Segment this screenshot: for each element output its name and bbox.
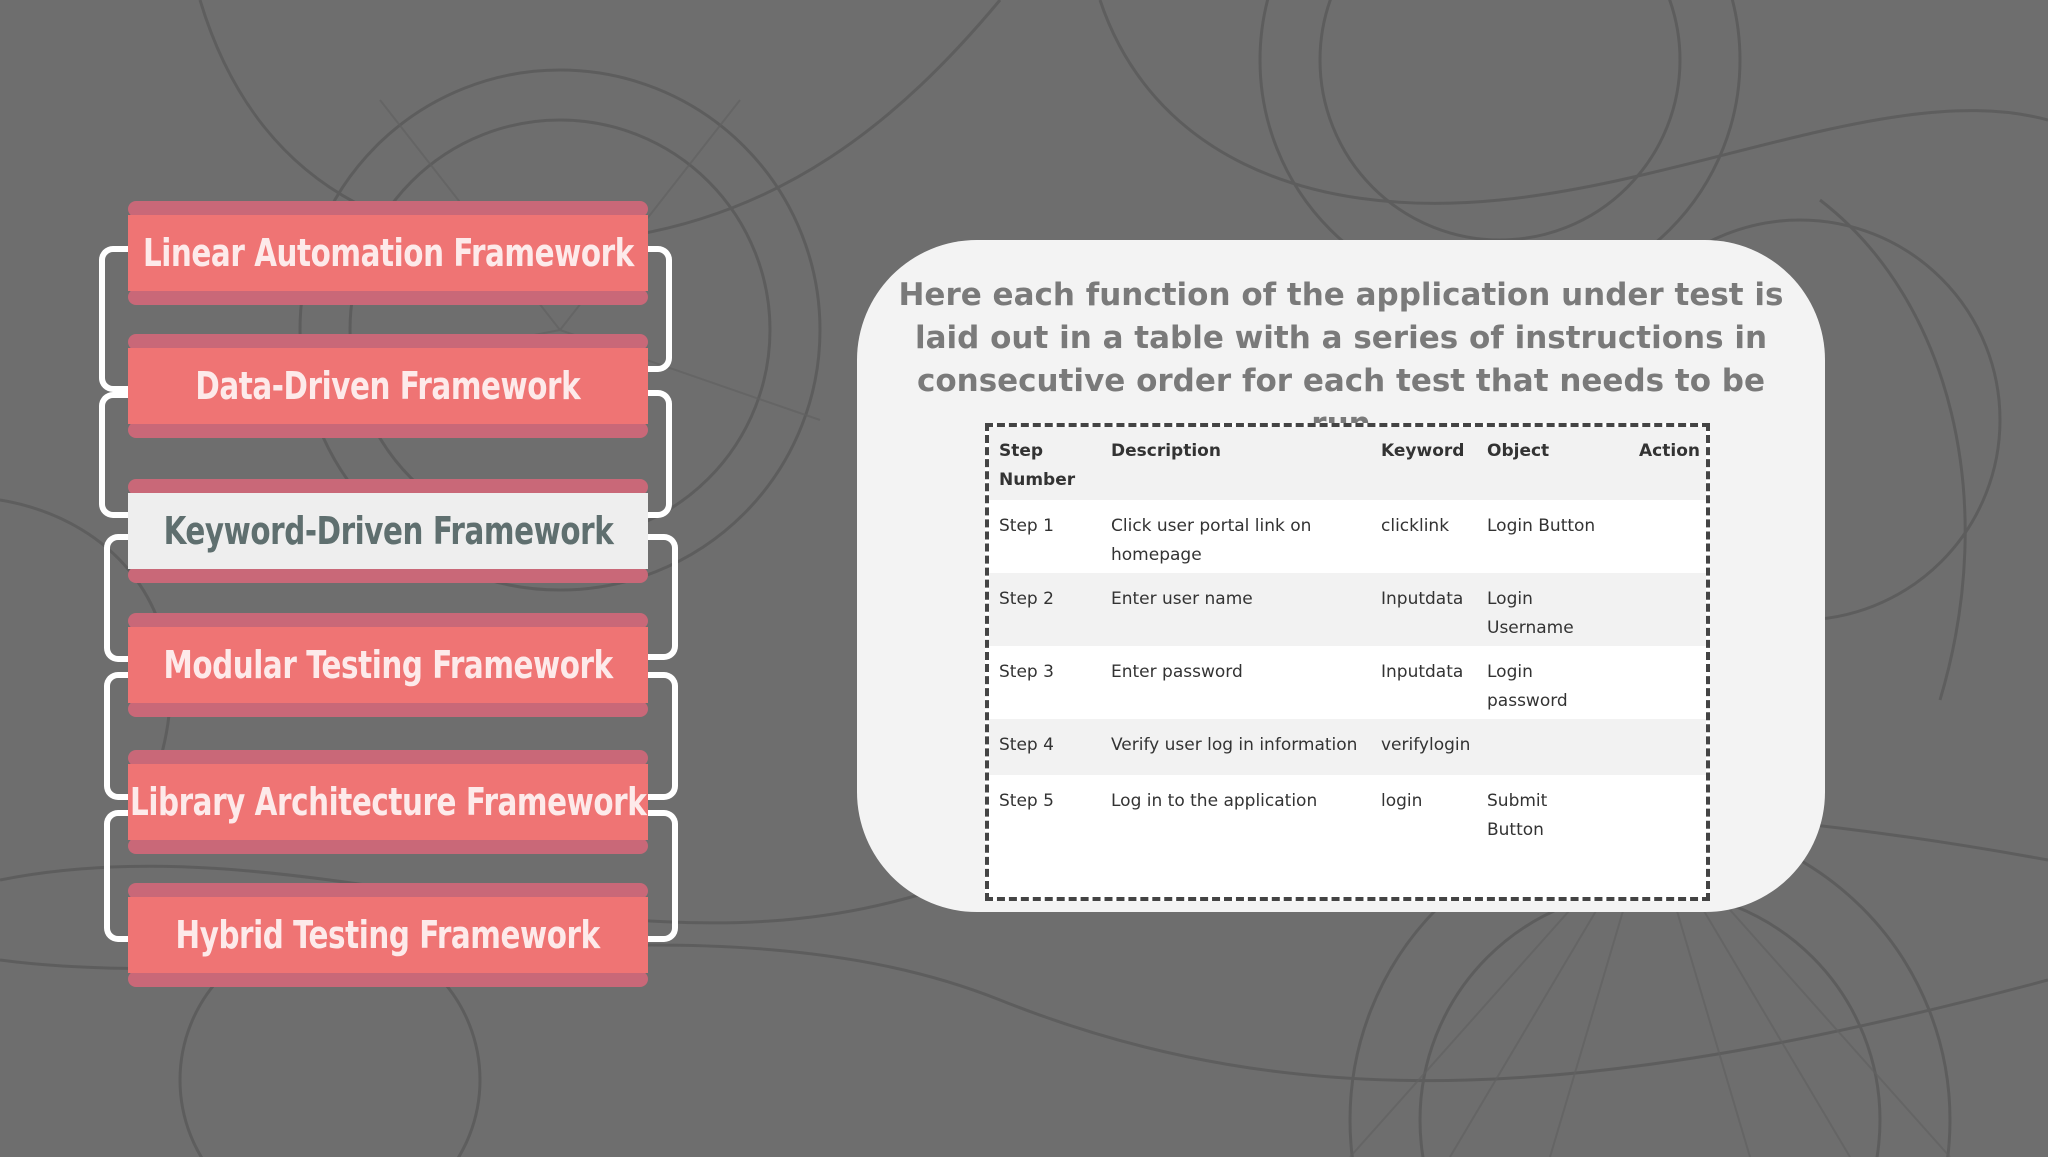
button-face: [128, 348, 648, 424]
header-step: Step Number: [999, 441, 1076, 490]
header-object: Object: [1487, 441, 1550, 461]
cell-step: Step 4: [999, 735, 1054, 755]
header-description: Description: [1111, 441, 1221, 461]
table-row: [989, 500, 1706, 573]
table-row: [989, 646, 1706, 719]
framework-hybrid-testing[interactable]: [128, 883, 648, 987]
cell-description: Click user portal link on homepage: [1111, 516, 1312, 565]
cell-object: Login Button: [1487, 516, 1596, 536]
keyword-table: [989, 427, 1706, 848]
cell-keyword: clicklink: [1381, 516, 1450, 536]
table-row: [989, 719, 1706, 775]
cell-description: Log in to the application: [1111, 791, 1318, 811]
info-description: Here each function of the application under test is laid out in a table with a series of instructions in consecutive order for each test that needs to be: [898, 277, 1784, 399]
framework-keyword-driven[interactable]: [128, 479, 648, 583]
button-face: [128, 627, 648, 703]
cell-step: Step 2: [999, 589, 1054, 609]
table-row: [989, 573, 1706, 646]
cell-keyword: Inputdata: [1381, 589, 1464, 609]
cell-object: Login password: [1487, 662, 1568, 711]
button-face: [128, 215, 648, 291]
header-action: Action: [1639, 441, 1700, 461]
button-face: [128, 493, 648, 569]
button-face: [128, 897, 648, 973]
framework-modular-testing[interactable]: [128, 613, 648, 717]
header-keyword: Keyword: [1381, 441, 1465, 461]
cell-step: Step 3: [999, 662, 1054, 682]
info-card: [857, 240, 1825, 912]
framework-label: Library Architecture Framework: [129, 780, 647, 824]
cell-action: [1607, 775, 1706, 848]
cell-action: [1607, 719, 1706, 775]
button-edge: [128, 701, 648, 717]
cell-step: Step 1: [999, 516, 1054, 536]
framework-label: Data-Driven Framework: [195, 364, 581, 408]
framework-label: Modular Testing Framework: [163, 643, 613, 687]
table-header-row: [989, 427, 1706, 500]
framework-library-architecture[interactable]: [128, 750, 648, 854]
framework-linear-automation[interactable]: [128, 201, 648, 305]
button-edge: [128, 567, 648, 583]
button-edge: [128, 422, 648, 438]
table-row: [989, 775, 1706, 848]
button-edge: [128, 971, 648, 987]
cell-description: Verify user log in information: [1111, 735, 1358, 755]
cell-action: [1607, 573, 1706, 646]
cell-description: Enter user name: [1111, 589, 1253, 609]
cell-action: [1607, 500, 1706, 573]
cell-keyword: verifylogin: [1381, 735, 1471, 755]
framework-label: Hybrid Testing Framework: [175, 913, 601, 957]
cell-action: [1607, 646, 1706, 719]
button-edge: [128, 289, 648, 305]
framework-label: Keyword-Driven Framework: [163, 509, 613, 553]
button-edge: [128, 838, 648, 854]
framework-label: Linear Automation Framework: [142, 231, 634, 275]
cell-keyword: login: [1381, 791, 1423, 811]
cell-step: Step 5: [999, 791, 1054, 811]
cell-object: Login Username: [1487, 589, 1574, 638]
framework-data-driven[interactable]: [128, 334, 648, 438]
keyword-table-frame: [985, 423, 1710, 901]
cell-object: Submit Button: [1487, 791, 1548, 840]
cell-object: [1477, 719, 1607, 775]
cell-description: Enter password: [1111, 662, 1243, 682]
button-face: [128, 764, 648, 840]
cell-keyword: Inputdata: [1381, 662, 1464, 682]
